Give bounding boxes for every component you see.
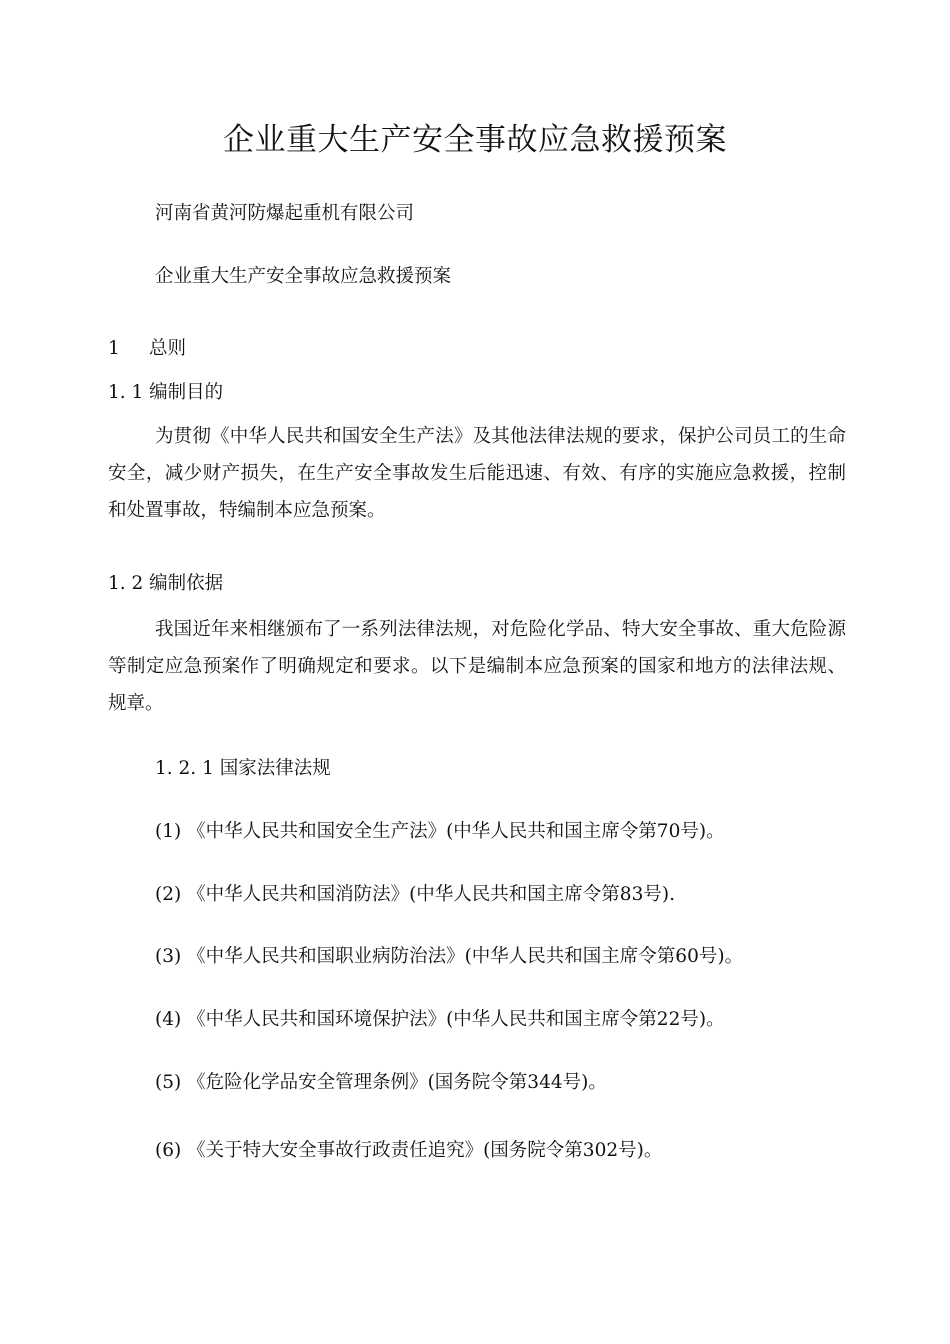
section-1-2-body: 我国近年来相继颁布了一系列法律法规，对危险化学品、特大安全事故、重大危险源等制定应急预案作了明确规定和要求。以下是编制本应急预案的国家和地方的法律法规、规章。 [108,619,846,714]
section-1-1-heading: 1. 1 编制目的 [108,382,224,403]
section-1-number: 1 [108,338,120,359]
law-item: (5) 《危险化学品安全管理条例》(国务院令第344号)。 [155,1072,607,1093]
law-item: (4) 《中华人民共和国环境保护法》(中华人民共和国主席令第22号)。 [155,1009,725,1030]
section-1-1-body: 为贯彻《中华人民共和国安全生产法》及其他法律法规的要求，保护公司员工的生命安全，减少财产损失，在生产安全事故发生后能迅速、有效、有序的实施应急救援，控制和处置事故，特编制本应急预案。 [108,426,846,521]
section-1-heading [108,336,186,362]
company-name: 河南省黄河防爆起重机有限公司 [155,203,415,224]
law-item: (3) 《中华人民共和国职业病防治法》(中华人民共和国主席令第60号)。 [155,946,744,967]
law-item: (2) 《中华人民共和国消防法》(中华人民共和国主席令第83号). [155,884,675,905]
section-1-2-heading: 1. 2 编制依据 [108,573,224,594]
section-1-label: 总则 [149,338,187,359]
document-subtitle: 企业重大生产安全事故应急救援预案 [155,266,452,287]
document-title: 企业重大生产安全事故应急救援预案 [223,122,727,158]
law-item: (1) 《中华人民共和国安全生产法》(中华人民共和国主席令第70号)。 [155,821,725,842]
law-item: (6) 《关于特大安全事故行政责任追究》(国务院令第302号)。 [155,1140,663,1161]
section-1-2-1-heading: 1. 2. 1 国家法律法规 [155,758,331,779]
